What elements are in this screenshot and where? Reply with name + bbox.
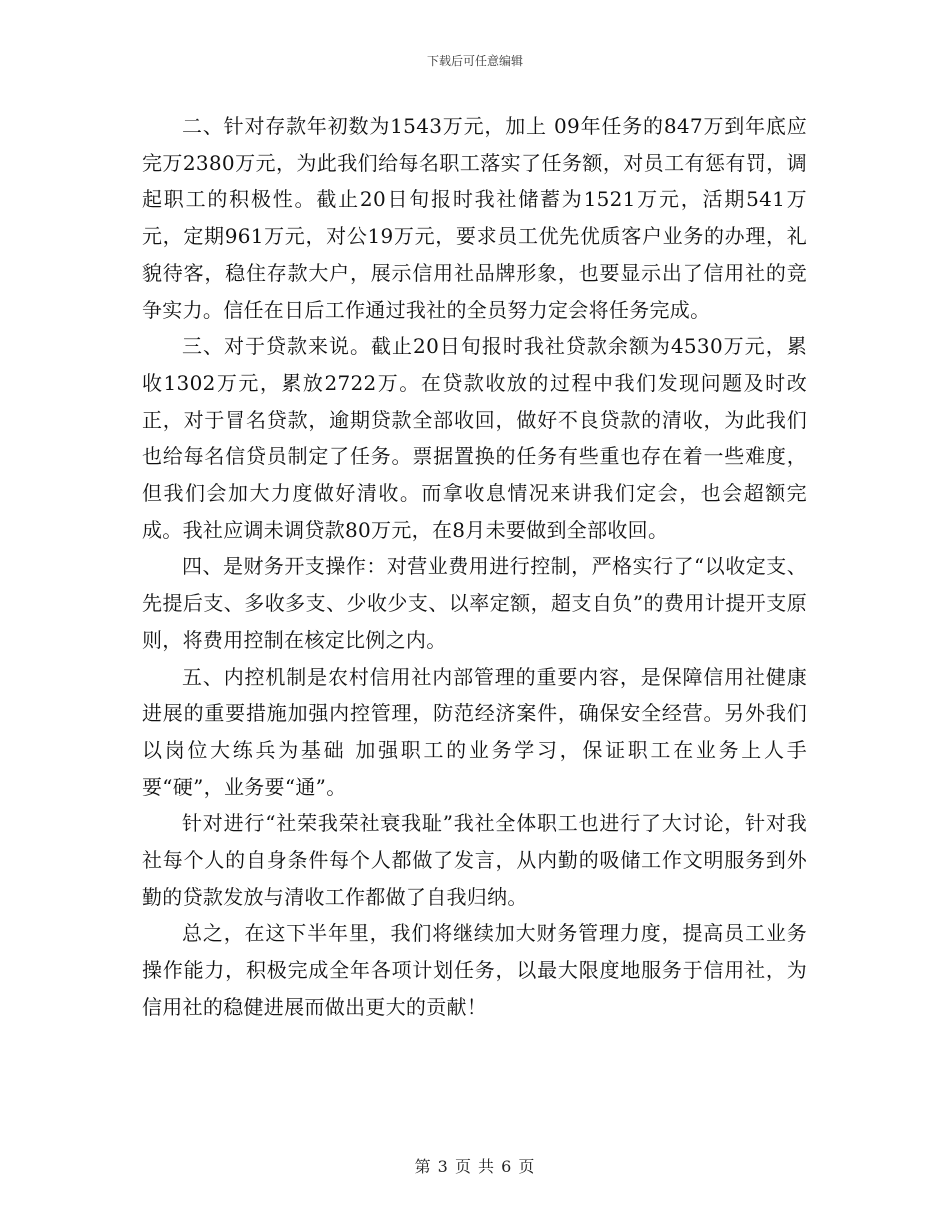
- paragraph-discussion: 针对进行“社荣我荣社衰我耻”我社全体职工也进行了大讨论，针对我社每个人的自身条件每个人都做了发言，从内勤的吸储工作文明服务到外勤的贷款发放与清收工作都做了自我归纳。: [142, 811, 807, 909]
- document-body: [142, 108, 807, 1026]
- page-number: 第 3 页 共 6 页: [414, 1157, 536, 1176]
- paragraph-expenses: 四、是财务开支操作：对营业费用进行控制，严格实行了“以收定支、先提后支、多收多支、少收少支、以率定额，超支自负”的费用计提开支原则，将费用控制在核定比例之内。: [142, 554, 807, 652]
- paragraph-loans: 三、对于贷款来说。截止20日旬报时我社贷款余额为4530万元，累收1302万元，累放2722万。在贷款收放的过程中我们发现问题及时改正，对于冒名贷款，逾期贷款全部收回，做好不良贷款的清收，为此我们也给每名信贷员制定了任务。票据置换的任务有些重也存在着一些难度，但我们会加大力度做好清收。而拿收息情况来讲我们定会，也会超额完成。我社应调未调贷款80万元，在8月未要做到全部收回。: [142, 334, 807, 542]
- paragraph-internal-control: 五、内控机制是农村信用社内部管理的重要内容，是保障信用社健康进展的重要措施加强内控管理，防范经济案件，确保安全经营。另外我们以岗位大练兵为基础 加强职工的业务学习，保证职工在业务上人手要“硬”，业务要“通”。: [142, 664, 807, 799]
- paragraph-summary: 总之，在这下半年里，我们将继续加大财务管理力度，提高员工业务操作能力，积极完成全年各项计划任务，以最大限度地服务于信用社，为信用社的稳健进展而做出更大的贡献！: [142, 921, 807, 1019]
- paragraph-deposits: 二、针对存款年初数为1543万元，加上 09年任务的847万到年底应完万2380万元，为此我们给每名职工落实了任务额，对员工有惩有罚，调起职工的积极性。截止20日旬报时我社储蓄为1521万元，活期541万元，定期961万元，对公19万元，要求员工优先优质客户业务的办理，礼貌待客，稳住存款大户，展示信用社品牌形象，也要显示出了信用社的竞争实力。信任在日后工作通过我社的全员努力定会将任务完成。: [142, 114, 807, 322]
- page-header: 下载后可任意编辑: [426, 54, 523, 68]
